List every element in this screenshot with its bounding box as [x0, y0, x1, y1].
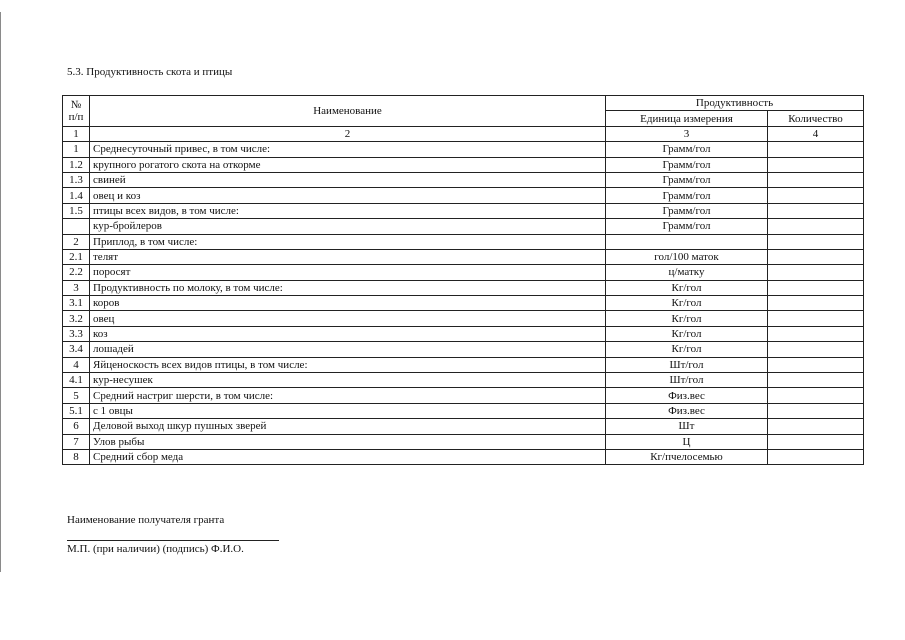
row-name: коров [90, 296, 606, 311]
row-unit: Ц [606, 434, 768, 449]
table-row [63, 188, 864, 203]
table-row [63, 157, 864, 172]
table-row [63, 311, 864, 326]
row-unit: ц/матку [606, 265, 768, 280]
row-number: 1 [63, 142, 90, 157]
row-quantity-input[interactable] [768, 296, 864, 311]
row-name: поросят [90, 265, 606, 280]
row-unit: Шт/гол [606, 357, 768, 372]
row-quantity-input[interactable] [768, 449, 864, 464]
row-quantity-input[interactable] [768, 403, 864, 418]
row-quantity-input[interactable] [768, 326, 864, 341]
table-row [63, 296, 864, 311]
row-unit: Кг/гол [606, 311, 768, 326]
table-row [63, 219, 864, 234]
row-name: лошадей [90, 342, 606, 357]
row-quantity-input[interactable] [768, 280, 864, 295]
signature-line [67, 540, 279, 541]
row-quantity-input[interactable] [768, 203, 864, 218]
productivity-table [62, 95, 864, 465]
row-name: Приплод, в том числе: [90, 234, 606, 249]
table-row [63, 280, 864, 295]
row-number: 2.1 [63, 249, 90, 264]
row-number: 8 [63, 449, 90, 464]
row-unit: Кг/пчелосемью [606, 449, 768, 464]
row-number [63, 219, 90, 234]
row-number: 1.5 [63, 203, 90, 218]
row-quantity-input[interactable] [768, 311, 864, 326]
row-name: кур-несушек [90, 373, 606, 388]
row-name: коз [90, 326, 606, 341]
row-unit: Шт/гол [606, 373, 768, 388]
row-unit: Физ.вес [606, 388, 768, 403]
row-quantity-input[interactable] [768, 373, 864, 388]
row-name: крупного рогатого скота на откорме [90, 157, 606, 172]
row-unit: Грамм/гол [606, 142, 768, 157]
row-quantity-input[interactable] [768, 142, 864, 157]
recipient-label: Наименование получателя гранта [67, 514, 225, 526]
row-unit [606, 234, 768, 249]
row-name: Улов рыбы [90, 434, 606, 449]
row-name: овец [90, 311, 606, 326]
row-unit: Шт [606, 419, 768, 434]
section-title: 5.3. Продуктивность скота и птицы [67, 66, 233, 78]
column-number: 1 [63, 126, 90, 141]
header-productivity: Продуктивность [606, 96, 864, 111]
row-unit: Грамм/гол [606, 188, 768, 203]
row-unit: Грамм/гол [606, 203, 768, 218]
table-row [63, 357, 864, 372]
row-name: Деловой выход шкур пушных зверей [90, 419, 606, 434]
row-number: 2.2 [63, 265, 90, 280]
row-number: 4 [63, 357, 90, 372]
table-row [63, 403, 864, 418]
row-unit: Кг/гол [606, 296, 768, 311]
row-unit: Кг/гол [606, 280, 768, 295]
header-num [63, 96, 90, 127]
row-unit: гол/100 маток [606, 249, 768, 264]
row-quantity-input[interactable] [768, 342, 864, 357]
row-quantity-input[interactable] [768, 172, 864, 187]
row-number: 7 [63, 434, 90, 449]
row-number: 3.2 [63, 311, 90, 326]
row-name: птицы всех видов, в том числе: [90, 203, 606, 218]
row-quantity-input[interactable] [768, 249, 864, 264]
row-name: телят [90, 249, 606, 264]
table-row [63, 172, 864, 187]
row-unit: Физ.вес [606, 403, 768, 418]
column-number: 2 [90, 126, 606, 141]
row-unit: Грамм/гол [606, 157, 768, 172]
row-name: кур-бройлеров [90, 219, 606, 234]
row-name: с 1 овцы [90, 403, 606, 418]
row-name: овец и коз [90, 188, 606, 203]
header-name: Наименование [90, 96, 606, 127]
row-quantity-input[interactable] [768, 419, 864, 434]
row-number: 1.4 [63, 188, 90, 203]
row-number: 6 [63, 419, 90, 434]
row-name: Среднесуточный привес, в том числе: [90, 142, 606, 157]
row-name: Средний настриг шерсти, в том числе: [90, 388, 606, 403]
signature-caption: М.П. (при наличии) (подпись) Ф.И.О. [67, 543, 244, 555]
row-unit: Грамм/гол [606, 172, 768, 187]
table-row [63, 234, 864, 249]
row-unit: Кг/гол [606, 326, 768, 341]
row-quantity-input[interactable] [768, 234, 864, 249]
row-number: 4.1 [63, 373, 90, 388]
column-number: 3 [606, 126, 768, 141]
column-number-row [63, 126, 864, 141]
table-row [63, 326, 864, 341]
table-row [63, 419, 864, 434]
row-number: 1.2 [63, 157, 90, 172]
row-quantity-input[interactable] [768, 188, 864, 203]
header-unit: Единица измерения [606, 111, 768, 126]
table-row [63, 434, 864, 449]
row-number: 3 [63, 280, 90, 295]
row-quantity-input[interactable] [768, 388, 864, 403]
scan-edge-line [0, 12, 1, 572]
table-row [63, 249, 864, 264]
row-name: Яйценоскость всех видов птицы, в том числе: [90, 357, 606, 372]
table-row [63, 265, 864, 280]
row-name: свиней [90, 172, 606, 187]
row-number: 5.1 [63, 403, 90, 418]
table-row [63, 203, 864, 218]
row-number: 3.1 [63, 296, 90, 311]
table-row [63, 142, 864, 157]
row-unit: Кг/гол [606, 342, 768, 357]
row-unit: Грамм/гол [606, 219, 768, 234]
table-row [63, 373, 864, 388]
row-name: Продуктивность по молоку, в том числе: [90, 280, 606, 295]
row-number: 3.3 [63, 326, 90, 341]
row-quantity-input[interactable] [768, 434, 864, 449]
row-quantity-input[interactable] [768, 357, 864, 372]
table-row [63, 388, 864, 403]
row-number: 5 [63, 388, 90, 403]
header-quantity: Количество [768, 111, 864, 126]
row-number: 3.4 [63, 342, 90, 357]
row-number: 1.3 [63, 172, 90, 187]
table-row [63, 449, 864, 464]
table-row [63, 342, 864, 357]
header-num-line2: п/п [68, 110, 84, 123]
row-quantity-input[interactable] [768, 265, 864, 280]
table-body [63, 126, 864, 465]
row-quantity-input[interactable] [768, 157, 864, 172]
row-number: 2 [63, 234, 90, 249]
row-quantity-input[interactable] [768, 219, 864, 234]
column-number: 4 [768, 126, 864, 141]
row-name: Средний сбор меда [90, 449, 606, 464]
header-num-line1: № [70, 98, 82, 111]
